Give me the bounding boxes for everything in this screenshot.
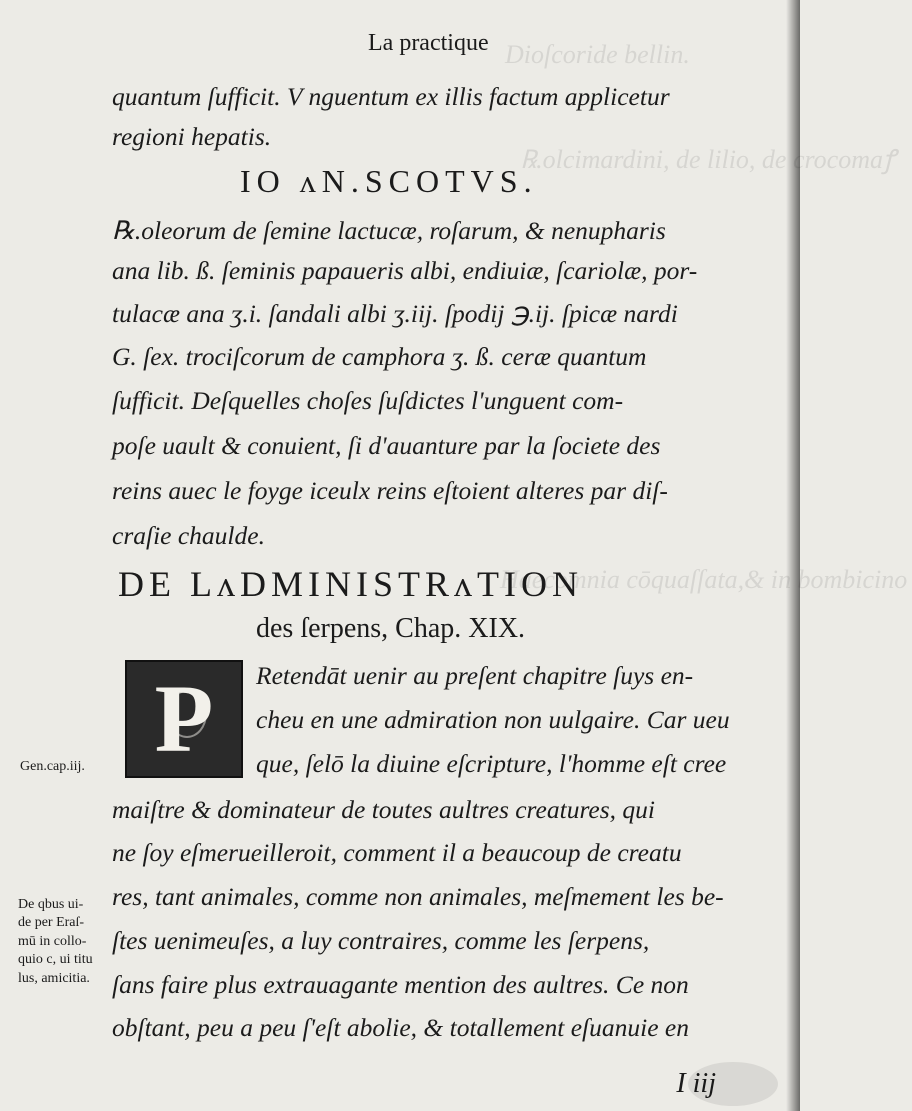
chapter-heading: DE LʌDMINISTRʌTION bbox=[118, 564, 583, 604]
text-line: ſufficit. Deſquelles choſes ſuſdictes l'unguent com- bbox=[112, 386, 624, 415]
text-line: res, tant animales, comme non animales, meſmement les be- bbox=[112, 882, 724, 911]
margin-note-line: lus, amicitia. bbox=[18, 970, 90, 986]
text-line: quantum ſufficit. V nguentum ex illis factum applicetur bbox=[112, 82, 670, 111]
drop-cap-woodcut bbox=[125, 660, 243, 778]
page-edge-shadow bbox=[786, 0, 800, 1111]
margin-note-genesis: Gen.cap.iij. bbox=[20, 759, 85, 774]
margin-note-line: quio c, ui titu bbox=[18, 952, 93, 968]
margin-note-line: De qbus ui- bbox=[18, 897, 84, 912]
woodcut-figure-icon bbox=[167, 690, 207, 738]
text-line: regioni hepatis. bbox=[112, 122, 272, 151]
signature-mark: I iij bbox=[676, 1068, 716, 1099]
text-line: ℞.oleorum de ſemine lactucæ, roſarum, & nenupharis bbox=[112, 216, 666, 245]
text-line: ana lib. ß. ſeminis papaueris albi, endiuiæ, ſcariolæ, por- bbox=[112, 256, 698, 285]
text-line: cheu en une admiration non uulgaire. Car ueu bbox=[256, 705, 730, 734]
text-line: G. ſex. trociſcorum de camphora ʒ. ß. ceræ quantum bbox=[112, 342, 647, 371]
text-line: ſans faire plus extrauagante mention des aultres. Ce non bbox=[112, 970, 689, 999]
text-line: obſtant, peu a peu ſ'eſt abolie, & totallement eſuanuie en bbox=[112, 1013, 689, 1042]
text-line: maiſtre & dominateur de toutes aultres creatures, qui bbox=[112, 795, 655, 824]
text-line: ne ſoy eſmerueilleroit, comment il a beaucoup de creatu bbox=[112, 838, 682, 867]
section-heading: IO ʌN.SCOTVS. bbox=[240, 163, 538, 199]
running-head: La practique bbox=[368, 30, 489, 56]
drop-cap-letter: P bbox=[154, 665, 214, 772]
text-line: que, ſelō la diuine eſcripture, l'homme eſt cree bbox=[256, 749, 727, 778]
text-line: tulacæ ana ʒ.i. ſandali albi ʒ.iij. ſpodij ℈.ij. ſpicæ nardi bbox=[112, 299, 678, 328]
text-line: Retendāt uenir au preſent chapitre ſuys en- bbox=[256, 661, 694, 690]
chapter-subheading: des ſerpens, Chap. XIX. bbox=[256, 613, 526, 644]
page-stain bbox=[688, 1062, 778, 1106]
text-line: craſie chaulde. bbox=[112, 521, 265, 550]
margin-note-line: mū in collo- bbox=[18, 933, 87, 949]
show-through-text: Haecomnia cōquaſſata,& in bombicino bbox=[500, 565, 908, 594]
margin-note-line: de per Eraſ- bbox=[18, 915, 85, 931]
text-line: reins auec le foyge iceulx reins eſtoient alteres par diſ- bbox=[112, 476, 668, 505]
show-through-text: ℞.olcimardini, de lilio, de crocomaꝭ bbox=[520, 145, 896, 174]
text-line: poſe uault & conuient, ſi d'auanture par la ſociete des bbox=[112, 431, 661, 460]
show-through-text: Dioſcoride bellin. bbox=[505, 40, 690, 69]
margin-note-erasmus bbox=[18, 896, 93, 988]
text-line: ſtes uenimeuſes, a luy contraires, comme les ſerpens, bbox=[112, 926, 650, 955]
